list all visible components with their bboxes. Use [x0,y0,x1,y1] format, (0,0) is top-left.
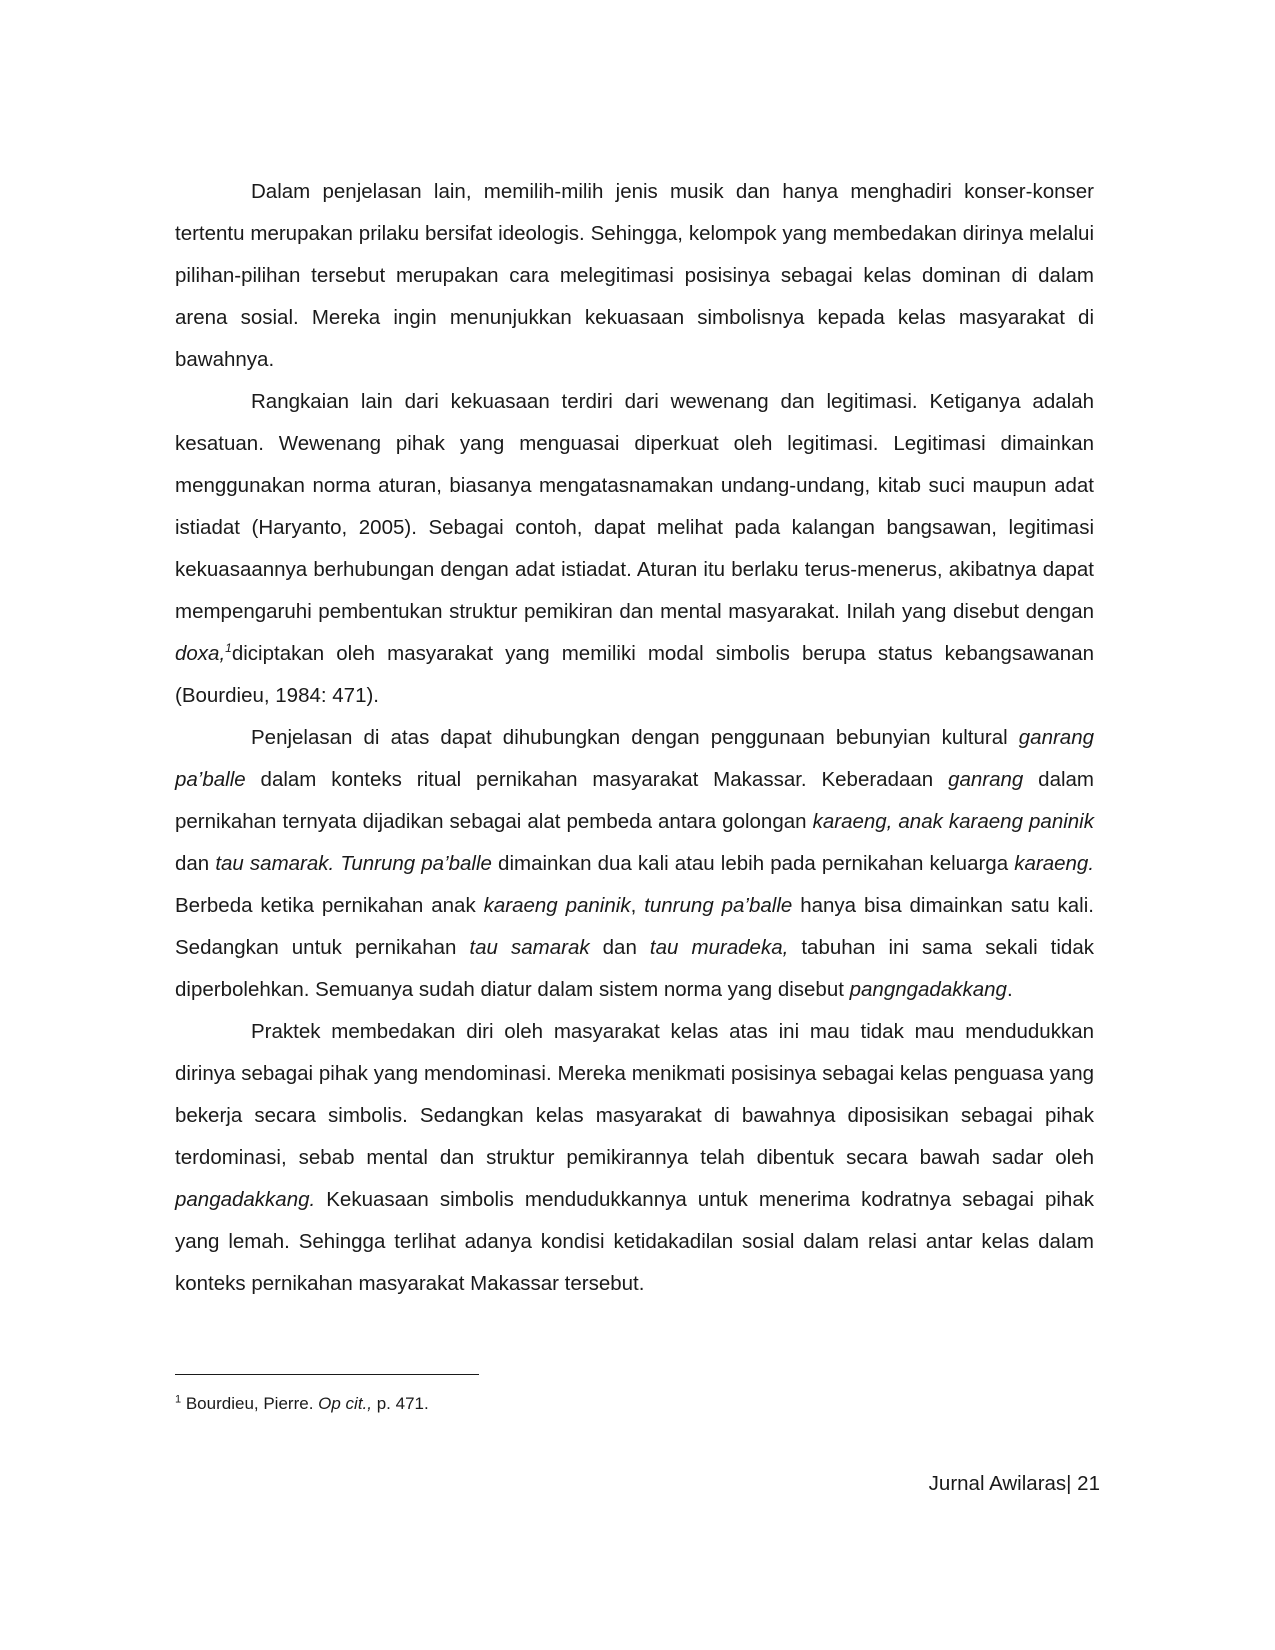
text-run: Bourdieu, Pierre. [181,1394,319,1413]
italic-term: ganrang [948,768,1024,791]
text-run: Rangkaian lain dari kekuasaan terdiri dari wewenang dan legitimasi. Ketiganya adalah kesatuan. Wewenang pihak yang menguasai diperkuat oleh legitimasi. Legitimasi dimainkan menggunakan norma aturan, biasanya mengatasnamakan undang-undang, kitab suci maupun adat istiadat (Haryanto, 2005). Sebagai contoh, dapat melihat pada kalangan bangsawan, legitimasi kekuasaannya berhubungan dengan adat istiadat. Aturan itu berlaku terus-menerus, akibatnya dapat mempengaruhi pembentukan struktur pemikiran dan mental masyarakat. Inilah yang disebut dengan [175,390,1094,623]
text-run: dan [589,936,650,959]
text-run: Dalam penjelasan lain, memilih-milih jenis musik dan hanya menghadiri konser-konser tertentu merupakan prilaku bersifat ideologis. Sehingga, kelompok yang membedakan dirinya melalui pilihan-pilihan tersebut merupakan cara melegitimasi posisinya sebagai kelas dominan di dalam arena sosial. Mereka ingin menunjukkan kekuasaan simbolisnya kepada kelas masyarakat di bawahnya. [175,180,1094,371]
page-footer: Jurnal Awilaras| 21 [928,1472,1100,1495]
italic-term: pangadakkang. [175,1188,316,1211]
text-run: dan [175,852,216,875]
text-run: diciptakan oleh masyarakat yang memiliki modal simbolis berupa status kebangsawanan (Bourdieu, 1984: 471). [175,642,1094,707]
text-run: dalam konteks ritual pernikahan masyarakat Makassar. Keberadaan [245,768,949,791]
footnote-separator [175,1374,479,1375]
text-run: , [630,894,645,917]
body-text [175,171,1094,1305]
text-run: p. 471. [372,1394,429,1413]
footnote-reference[interactable]: 1 [225,641,232,656]
italic-term: karaeng. [1014,852,1095,875]
footnote [175,1392,1094,1416]
italic-term: doxa, [175,642,226,665]
italic-term: Op cit., [318,1394,372,1413]
text-run: Praktek membedakan diri oleh masyarakat kelas atas ini mau tidak mau mendudukkan dirinya sebagai pihak yang mendominasi. Mereka menikmati posisinya sebagai kelas penguasa yang bekerja secara simbolis. Sedangkan kelas masyarakat di bawahnya diposisikan sebagai pihak terdominasi, sebab mental dan struktur pemikirannya telah dibentuk secara bawah sadar oleh [175,1020,1094,1169]
text-run: Berbeda ketika pernikahan anak [175,894,484,917]
italic-term: tau samarak. Tunrung pa’balle [215,852,492,875]
text-run: dimainkan dua kali atau lebih pada pernikahan keluarga [491,852,1015,875]
paragraph-4 [175,1011,1094,1305]
italic-term: karaeng, anak karaeng paninik [812,810,1094,833]
text-run: . [1006,978,1013,1001]
text-run: dalam pernikahan ternyata dijadikan sebagai alat pembeda antara golongan [175,768,1094,833]
text-run: Penjelasan di atas dapat dihubungkan dengan penggunaan bebunyian kultural [251,726,1019,749]
italic-term: karaeng paninik [483,894,631,917]
footnote-number: 1 [175,1393,182,1406]
italic-term: tau samarak [469,936,590,959]
italic-term: pangngadakkang [849,978,1007,1001]
paragraph-2 [175,381,1094,717]
italic-term: tau muradeka, [649,936,789,959]
italic-term: tunrung pa’balle [644,894,793,917]
text-run: hanya bisa dimainkan satu kali. Sedangkan untuk pernikahan [175,894,1094,959]
italic-term: ganrang pa’balle [175,726,1094,791]
text-run: tabuhan ini sama sekali tidak diperbolehkan. Semuanya sudah diatur dalam sistem norma yang disebut [175,936,1094,1001]
paragraph-1 [175,171,1094,381]
paragraph-3 [175,717,1094,1011]
text-run: Kekuasaan simbolis mendudukkannya untuk menerima kodratnya sebagai pihak yang lemah. Sehingga terlihat adanya kondisi ketidakadilan sosial dalam relasi antar kelas dalam konteks pernikahan masyarakat Makassar tersebut. [175,1188,1094,1295]
